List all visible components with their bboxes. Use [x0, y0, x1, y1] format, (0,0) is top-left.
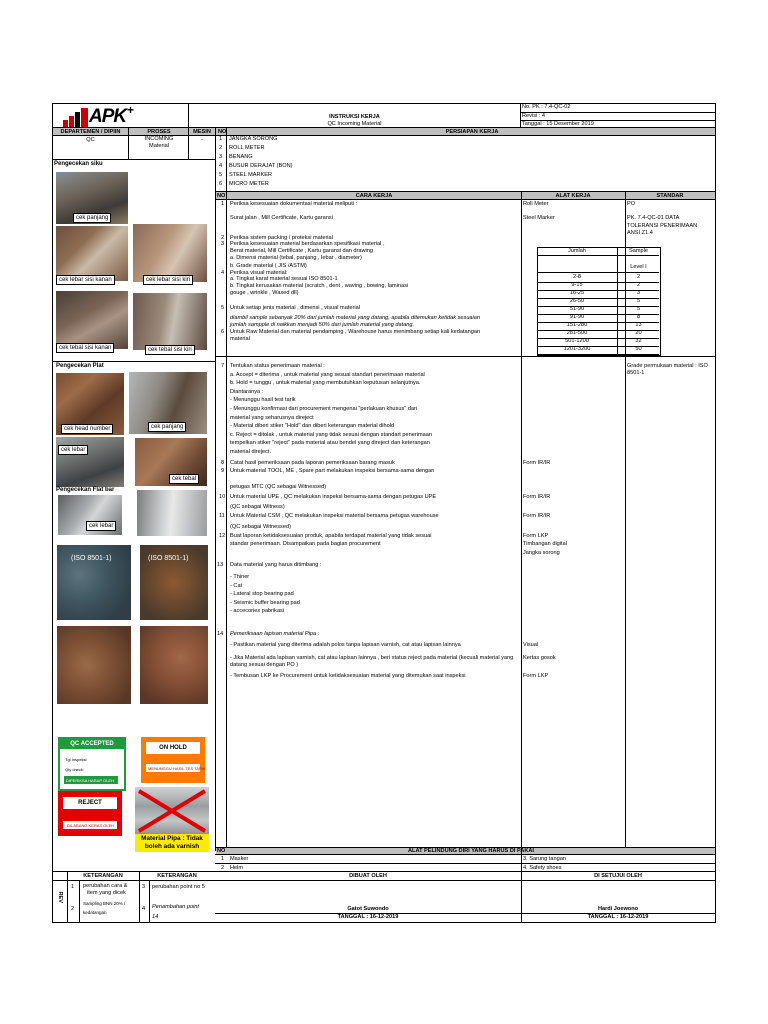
logo-plus: + — [127, 103, 135, 117]
persiapan-item: MICRO METER — [229, 181, 269, 187]
cara-row-text: Periksa sistem packing / proteksi material — [230, 235, 333, 241]
sample-row-sample: 50 — [635, 346, 642, 352]
doc-subtitle: QC Incoming Material — [327, 121, 382, 127]
cara-row-no: 2 — [221, 235, 225, 241]
qc-accepted-label: QC ACCEPTED — [70, 741, 114, 747]
photo-tebal-kiri — [133, 293, 207, 350]
cara-row-alat: Roll Meter — [523, 201, 549, 207]
apd-item-3: 3. Sarung tangan — [523, 856, 566, 862]
cara7-line: b. Hold = tunggu , untuk material yang membutuhkan keputusan selanjutnya. — [230, 380, 421, 387]
persiapan-no: 1 — [219, 136, 223, 142]
footer-rev: REV — [56, 891, 63, 903]
cara5-italic-2: jumlah sampple di naikkan menjadi 50% dari jumlah material yang datang. — [230, 322, 415, 328]
caption-cek-panjang: cek panjang — [73, 213, 111, 223]
cara-row-text: a. Tingkat karat material sesuai ISO 8501-1 — [230, 276, 338, 282]
cara-col-no: NO — [217, 193, 226, 199]
cara14-line-2: - Jika Material ada lapisan varnish, cat atau lapisan lainnya , beri status reject pada material (kecuali material yang — [230, 655, 514, 661]
cara-row-standar: PK. 7.4-QC-01 DATA — [627, 215, 680, 221]
mesin-value: - — [201, 137, 203, 143]
rev1-no: 1 — [71, 884, 75, 890]
logo-text: APK — [89, 106, 127, 127]
cara5-italic-1: diambil sample sebanyak 20% dari jumlah material yang datang, apabila ditemukan ketidak sesuaian — [230, 315, 481, 321]
cara6-line-2: material — [230, 336, 250, 342]
sample-row-jumlah: 151-280 — [566, 322, 588, 328]
cara7-line: a. Accept = diterima , untuk material yang sesuai standart penerimaan material — [230, 371, 425, 378]
cara7-line: material yang seharusnya direject — [230, 414, 314, 421]
rev2-no: 2 — [71, 906, 75, 912]
cara10-text-2: (QC sebagai Witness) — [230, 504, 285, 510]
cara7-no: 7 — [221, 363, 225, 369]
caption-plat-tebal: cek tebal — [169, 474, 199, 484]
cara13-no: 13 — [217, 562, 224, 568]
reject-sticker — [58, 791, 122, 836]
caption-plat-panjang: cek panjang — [148, 422, 186, 432]
cara-col-standar: STANDAR — [656, 193, 684, 199]
cara-row-no: 5 — [221, 305, 225, 311]
cara10-alat: Form IR/IR — [523, 494, 551, 500]
work-instruction-document — [52, 103, 716, 923]
caption-tebal-kanan: cek tebal sisi kanan — [56, 343, 114, 353]
cara7-standar: Grade permukaan material : ISO — [627, 363, 708, 369]
reject-label: REJECT — [78, 800, 102, 806]
pipa-note-1: Material Pipa : Tidak — [141, 835, 203, 842]
footer-dibuat: DIBUAT OLEH — [349, 873, 387, 879]
cara14-line-1: - Pastikan material yang diterima adalah polos tanpa lapisan varnish, cat atau lapisan lainnya — [230, 642, 461, 648]
caption-lebar-kanan: cek lebar sisi kanan — [56, 275, 115, 285]
cara7-line: material direject. — [230, 449, 272, 455]
cara-row-standar: PO — [627, 201, 636, 207]
rev3-text: perubahan point no 5 — [152, 884, 205, 890]
sample-row-sample: 2 — [636, 282, 641, 288]
rev4-text-2: 14 — [152, 914, 159, 920]
proses-value-1: INCOMING — [144, 136, 174, 142]
on-hold-label: ON HOLD — [159, 745, 187, 751]
photo-flatbar-caliper — [137, 490, 207, 536]
cara-row-text: Periksa kesesuaian material berdasarkan spesifikasi material , — [230, 241, 385, 247]
cara-row-alat: Steel Marker — [523, 215, 555, 221]
pipa-note-2: boleh ada varnish — [144, 843, 200, 850]
sample-row-jumlah: 26-50 — [569, 298, 585, 304]
sample-row-sample: 13 — [635, 322, 642, 328]
cara7-line: Diantaranya : — [230, 388, 264, 395]
signer-2-name: Hardi Joewono — [597, 906, 639, 912]
rev2-text-2: kedatangan — [83, 910, 107, 915]
proses-value-2: Material — [149, 143, 169, 149]
doc-no-pk: No. PK : 7.4-QC-02 — [522, 104, 571, 110]
cara-row-text: b. Tingkat kerusakan material (scratch , dent , waving , bowing, laminasi — [230, 283, 409, 289]
reject-sub: DILARANG KERAS OLEH — [67, 823, 115, 828]
cara14-alat-3: Form LKP — [523, 673, 549, 679]
cara8-no: 8 — [221, 460, 225, 466]
cara-row-standar: ANSI Z1.4 — [627, 230, 653, 236]
col-persiapan: PERSIAPAN KERJA — [445, 129, 499, 135]
cara-row-text: Periksa kesesuaian dokumentasi material meliputi : — [230, 201, 358, 207]
persiapan-no: 3 — [219, 154, 223, 160]
cara-row-text: b. Grade material ( JIS /ASTM) — [230, 263, 307, 269]
cara7-line: tempelkan stiker "reject" pada material atau bendel yang direject dan keterangan — [230, 440, 430, 447]
sample-head-jumlah: Jumlah — [567, 248, 587, 254]
signer-1-date: TANGGAL : 16-12-2019 — [337, 914, 399, 920]
caption-flatbar-lebar: cek lebar — [86, 521, 116, 531]
apd-item: Helm — [230, 865, 244, 871]
cara14-line-2b: datang sesuai dengan PO ) — [230, 662, 299, 668]
sample-row-jumlah: 281-500 — [566, 330, 588, 336]
cara11-no: 11 — [219, 513, 225, 519]
sample-level: Level I — [630, 264, 647, 270]
persiapan-item: STEEL MARKER — [229, 172, 272, 178]
sample-row-jumlah: 501-1200 — [565, 338, 589, 344]
photo-lebar-kiri — [133, 224, 207, 282]
on-hold-sub: MENUNGGU HASIL TES TARIK — [148, 766, 206, 771]
cara12-text-2: standar penerimaan. Disampaikan pada bagian procurement — [230, 541, 381, 547]
cara7-line: Tentukan status penerimaan material : — [230, 363, 325, 369]
sample-table — [537, 247, 661, 356]
doc-revisi: Revisi : 4 — [522, 113, 546, 119]
caption-plat-lebar: cek lebar — [58, 445, 88, 455]
cara12-alat: Form LKP — [523, 533, 549, 539]
rev3-no: 3 — [142, 884, 146, 890]
caption-head-number: cek head number — [61, 424, 113, 434]
cara9-text: Untuk material TOOL, ME , Spare part melakukan inspeksi bersama-sama dengan — [230, 468, 435, 474]
cara10-no: 10 — [219, 494, 226, 500]
caption-tebal-kiri: cek tebal sisi kiri — [145, 345, 195, 355]
pipa-note — [135, 834, 209, 852]
cara13-item: - Lateral stop bearing pad — [230, 591, 294, 597]
sample-row-jumlah: 51-90 — [569, 306, 585, 312]
cara6-line-1: Untuk Raw Material dan material pendamping , Warehouse harus menimbang setiap kali kedatangan — [230, 329, 481, 335]
cara13-item: - accecories pabrikasi — [230, 608, 285, 614]
cara9-no: 9 — [221, 468, 225, 474]
footer-disetujui: DI SETUJUI OLEH — [594, 873, 642, 879]
col-no: NO — [218, 129, 227, 135]
cara13-text: Data material yang harus ditimbang : — [230, 562, 322, 568]
sample-row-sample: 5 — [636, 306, 641, 312]
caption-lebar-kiri: cek lebar sisi kiri — [143, 275, 193, 285]
cara7-line: c. Reject = ditolak , untuk material yang tidak sesuai dengan standart penerimaan — [230, 431, 432, 438]
cara8-text: Catat hasil pemeriksaan pada laporan pemeriksaan barang masuk — [230, 460, 395, 466]
cara7-line: - Menunggu konfirmasi dari procurement mengenai "perlakuan khusus" dari — [230, 406, 418, 412]
cara-row-text: Surat jalan , Mill Certificate, Kartu garansi — [230, 215, 333, 221]
rev2-text: Sampling BNN 20% / — [83, 901, 126, 906]
cara-row-standar: TOLERANSI PENERIMAAN — [627, 223, 698, 229]
cara14-alat-2: Kertas gosok — [523, 655, 556, 661]
section-flatbar: Pengecekan Flat bar — [56, 487, 115, 493]
qc-tgl: Tgl Inspeksi: — [65, 757, 88, 762]
persiapan-item: JANGKA SORONG — [229, 136, 278, 142]
cara9-text-2: petugas MTC (QC sebagai Witnessed) — [230, 484, 327, 490]
sample-row-jumlah: 16-25 — [569, 290, 585, 296]
cara13-item: - Thiner — [230, 574, 250, 580]
apd-item: Masker — [230, 856, 249, 862]
cara-row-text: gouge , wrinkle , Waxed dll) — [230, 290, 299, 296]
footer-keterangan-2: KETERANGAN — [157, 873, 197, 879]
signer-2-date: TANGGAL : 16-12-2019 — [587, 914, 649, 920]
persiapan-item: BUSUR DERAJAT (BON) — [229, 163, 293, 169]
cara13-item: - Seismic buffer bearing pad — [230, 599, 300, 606]
qc-accepted-sticker — [58, 737, 126, 791]
cara14-alat-1: Visual — [523, 642, 539, 648]
apd-no: 1 — [221, 856, 225, 862]
sample-row-jumlah: 91-90 — [569, 314, 585, 320]
photo-rust-4 — [140, 626, 208, 704]
rev1-text: perubahan cara & — [83, 883, 128, 889]
cara-row-text: Periksa visual material: — [230, 270, 288, 276]
sample-row-sample: 32 — [635, 338, 642, 344]
sample-row-sample: 20 — [635, 330, 642, 336]
cara14-no: 14 — [217, 631, 224, 637]
persiapan-no: 2 — [219, 145, 223, 151]
rev1-text-2: item yang dicek — [87, 890, 126, 896]
logo-mark-icon — [63, 108, 89, 128]
col-mesin: MESIN — [193, 129, 211, 135]
sample-row-jumlah: 1201-3200 — [563, 346, 591, 352]
cara-row-text: a. Dimensi material (tebal, panjang , lebar , diameter) — [230, 255, 362, 261]
apd-title: ALAT PELINDUNG DIRI YANG HARUS DI PAKAI — [408, 848, 534, 854]
qc-diperiksa: DIPERIKSA HARAP OLEH — [66, 778, 114, 783]
cara8-alat: Form IR/IR — [523, 460, 551, 466]
cara-col-alat: ALAT KERJA — [555, 193, 591, 199]
persiapan-item: ROLL METER — [229, 145, 265, 151]
persiapan-item: BENANG — [229, 154, 253, 160]
section-plat: Pengecekan Plat — [56, 363, 104, 369]
cara-row-no: 3 — [221, 241, 225, 247]
persiapan-no: 6 — [219, 181, 223, 187]
signer-1-name: Gatot Suwondo — [347, 906, 389, 912]
apd-no: 2 — [221, 865, 225, 871]
col-dept: DEPARTEMEN / DIPIIN — [60, 129, 121, 135]
cara10-text: Untuk material UPE , QC melakukan inspeksi bersama-sama dengan petugas UPE — [230, 494, 437, 500]
col-proses: PROSES — [147, 129, 171, 135]
cara-row-no: 1 — [221, 201, 225, 207]
cara11-text: Untuk Material CSM , QC melakukan inspeksi material bersama petugas warehouse — [230, 513, 439, 519]
apd-item-4: 4. Safety shoes — [523, 865, 562, 871]
cara14-line-3: - Tembusan LKP ke Procurement untuk ketidaksesuaian material yang ditemukan saat inspeksi — [230, 673, 466, 679]
cara12-text: Buat laporan ketidaksesuaian produk, apabila terdapat material yang tidak sesuai — [230, 533, 432, 539]
cara12-no: 12 — [219, 533, 226, 539]
cara6-no: 6 — [221, 329, 225, 335]
cara7-standar-2: 8501-1 — [627, 370, 645, 376]
cara12-alat-2: Timbangan digital — [523, 541, 567, 547]
cara7-line: - Menunggu hasil test tarik — [230, 397, 296, 404]
sample-row-jumlah: 2-8 — [572, 274, 582, 280]
doc-title: INSTRUKSI KERJA — [329, 114, 380, 120]
cara-row-text: Berat material, Mill Certificate , Kartu garansi dan drawing — [230, 248, 374, 254]
doc-tanggal: Tanggal : 15 Desember 2019 — [522, 121, 594, 127]
sample-row-jumlah: 9-15 — [571, 282, 583, 288]
sample-row-sample: 8 — [636, 314, 641, 320]
cross-icon — [135, 787, 209, 835]
cara-row-text: Untuk setiap jenis material , dimensi , visual material — [230, 305, 360, 311]
photo-rust-3 — [57, 626, 131, 704]
cara11-text-2: (QC sebagai Witnessed) — [230, 524, 291, 530]
sample-row-sample: 3 — [636, 290, 641, 296]
cara-col-cara: CARA KERJA — [355, 193, 393, 199]
iso-label-1: (ISO 8501-1) — [71, 555, 112, 562]
qc-qty: Qty check: — [65, 767, 84, 772]
persiapan-no: 4 — [219, 163, 223, 169]
dept-value: QC — [86, 137, 95, 143]
section-siku: Pengecekan siku — [54, 161, 103, 167]
sample-row-sample: 5 — [636, 298, 641, 304]
sample-head-sample: Sample — [629, 248, 648, 254]
cara7-line: - Material diberi stiker "Hold" dan diberi keterangan material dihold — [230, 423, 395, 430]
footer-keterangan-1: KETERANGAN — [83, 873, 123, 879]
cara12-alat-3: Jangka sorong — [523, 550, 560, 556]
cara14-title: Pemeriksaan lapisan material Pipa : — [230, 631, 320, 637]
on-hold-sticker — [141, 737, 205, 783]
cara-row-no: 4 — [221, 270, 225, 276]
photo-tebal-kanan — [56, 291, 128, 349]
apd-col-no: NO — [217, 848, 226, 854]
cara13-item: - Cat — [230, 582, 243, 589]
cara11-alat: Form IR/IR — [523, 513, 551, 519]
persiapan-no: 5 — [219, 172, 223, 178]
iso-label-2: (ISO 8501-1) — [148, 555, 189, 562]
photo-lebar-kanan — [56, 226, 128, 281]
photo-varnished-pipe — [135, 787, 209, 835]
rev4-no: 4 — [142, 906, 146, 912]
rev4-text: Penambahan point — [152, 904, 199, 910]
sample-row-sample: 2 — [636, 274, 641, 280]
